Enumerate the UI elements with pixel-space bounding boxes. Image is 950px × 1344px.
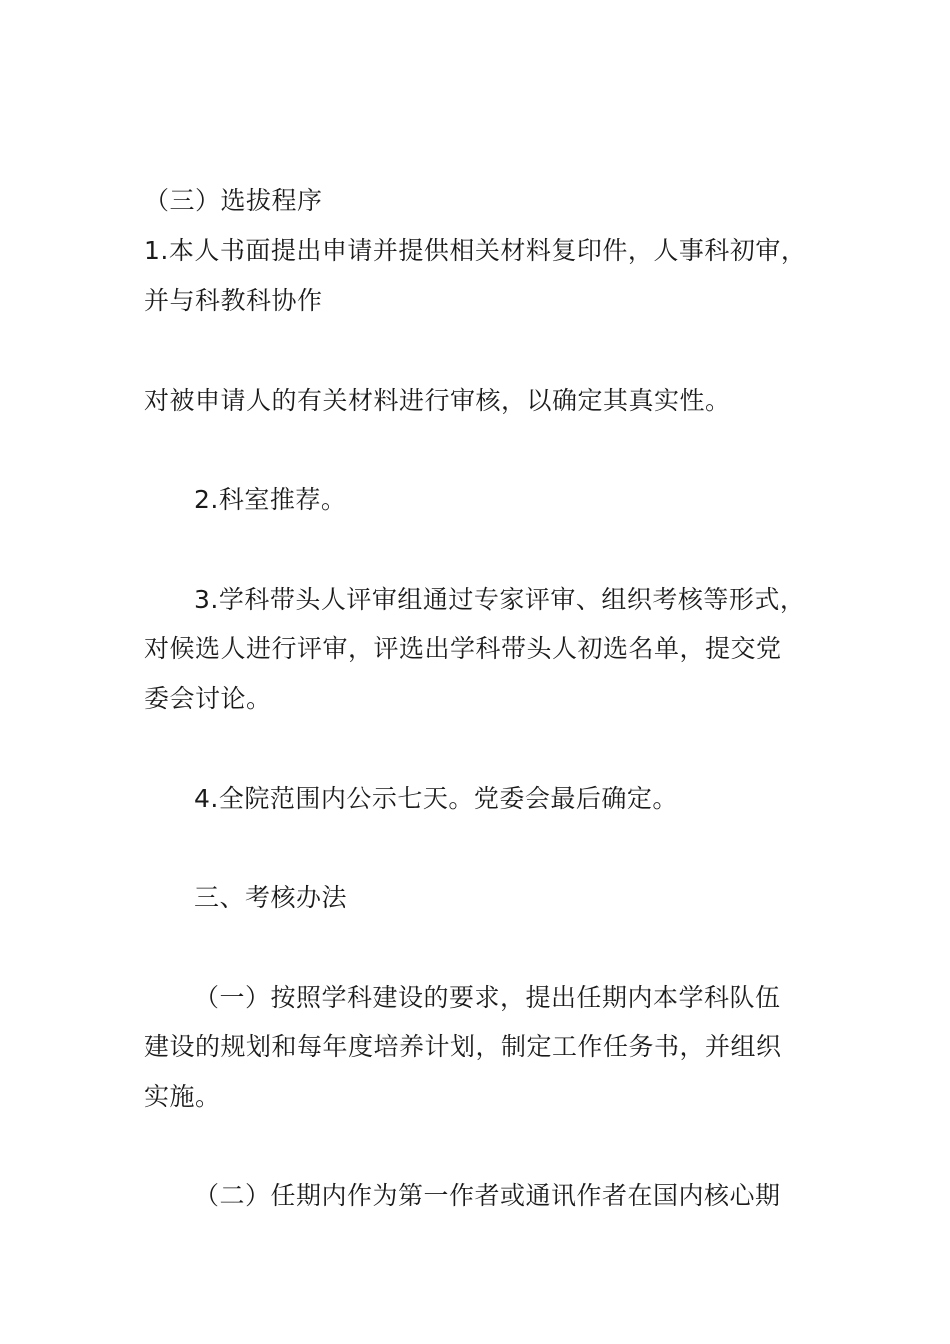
- paragraph-line: 对被申请人的有关材料进行审核，以确定其真实性。: [144, 386, 731, 415]
- section-heading-selection-procedure: （三）选拔程序: [144, 186, 323, 215]
- section-heading-assessment-method: 三、考核办法: [194, 883, 348, 912]
- paragraph-line: 4.全院范围内公示七天。党委会最后确定。: [194, 784, 678, 813]
- paragraph-line: 实施。: [144, 1082, 221, 1111]
- paragraph-line: 3.学科带头人评审组通过专家评审、组织考核等形式，: [194, 585, 806, 614]
- paragraph-line: （二）任期内作为第一作者或通讯作者在国内核心期: [194, 1181, 781, 1210]
- paragraph-line: 对候选人进行评审，评选出学科带头人初选名单，提交党: [144, 634, 782, 663]
- paragraph-line: （一）按照学科建设的要求，提出任期内本学科队伍: [194, 983, 781, 1012]
- paragraph-line: 委会讨论。: [144, 684, 272, 713]
- paragraph-line: 1.本人书面提出申请并提供相关材料复印件，人事科初审，: [144, 236, 807, 265]
- paragraph-line: 并与科教科协作: [144, 286, 323, 315]
- paragraph-line: 建设的规划和每年度培养计划，制定工作任务书，并组织: [144, 1032, 782, 1061]
- paragraph-line: 2.科室推荐。: [194, 485, 347, 514]
